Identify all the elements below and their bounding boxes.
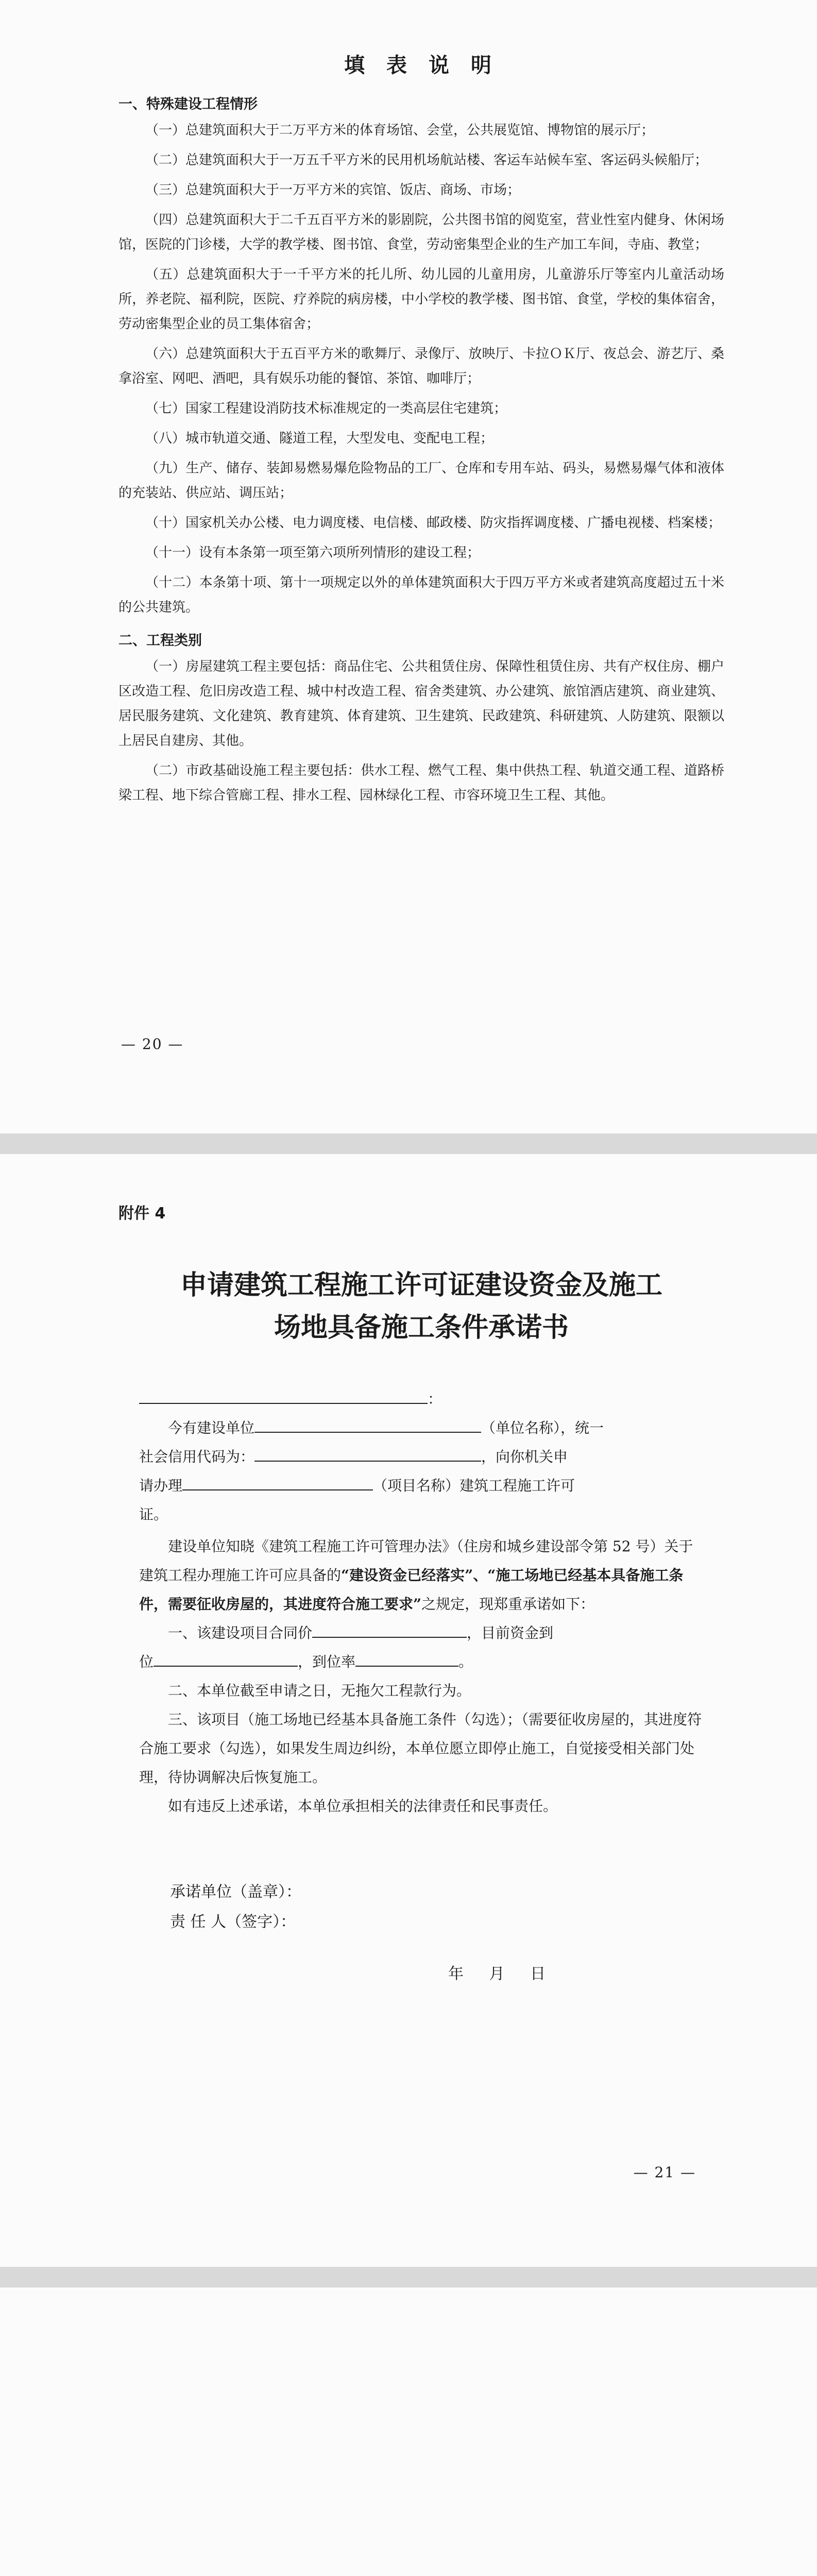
paragraph-site-condition: 三、该项目（施工场地已经基本具备施工条件（勾选）；（需要征收房屋的，其进度符合施工要求（勾选），如果发生周边纠纷，本单位愿立即停止施工，自觉接受相关部门处理，待协调解决后恢复施工。 (139, 1711, 702, 1786)
list-item: （五）总建筑面积大于一千平方米的托儿所、幼儿园的儿童用房，儿童游乐厅等室内儿童活动场所，养老院、福利院，医院、疗养院的病房楼，中小学校的教学楼、图书馆、食堂，学校的集体宿舍，劳动密集型企业的员工集体宿舍； (118, 267, 724, 332)
unit-name-blank[interactable] (254, 1416, 481, 1433)
rate-blank[interactable] (355, 1650, 458, 1667)
list-item: （七）国家工程建设消防技术标准规定的一类高层住宅建筑； (145, 401, 507, 416)
commitment-title-line: 申请建筑工程施工许可证建设资金及施工 (180, 1270, 662, 1301)
page-21 (0, 1154, 817, 2267)
text: ，到位率 (298, 1653, 356, 1670)
paragraph-no-arrears: 二、本单位截至申请之日，无拖欠工程款行为。 (168, 1682, 471, 1699)
commitment-title (118, 1264, 724, 1349)
paragraph-applicant (139, 1414, 704, 1443)
attachment-label: 附件 4 (118, 1205, 166, 1223)
list-item: （二）市政基础设施工程主要包括：供水工程、燃气工程、集中供热工程、轨道交通工程、道路桥梁工程、地下综合管廊工程、排水工程、园林绿化工程、市容环境卫生工程、其他。 (118, 763, 724, 803)
addressee-blank[interactable] (139, 1387, 428, 1404)
list-item: （二）总建筑面积大于一万五千平方米的民用机场航站楼、客运车站候车室、客运码头候船厅； (145, 152, 708, 168)
special-cases-list (118, 118, 724, 620)
paragraph-contract-price (139, 1619, 704, 1648)
list-item: （一）总建筑面积大于二万平方米的体育场馆、会堂，公共展览馆、博物馆的展示厅； (145, 123, 655, 138)
sign-unit: 承诺单位（盖章）： (170, 1883, 301, 1901)
list-item: （十）国家机关办公楼、电力调度楼、电信楼、邮政楼、防灾指挥调度楼、广播电视楼、档案楼； (145, 515, 722, 531)
text: 。 (458, 1653, 473, 1670)
funds-blank[interactable] (154, 1650, 298, 1667)
category-list (118, 654, 724, 808)
page-number: — 21 — (633, 2164, 696, 2181)
list-item: （三）总建筑面积大于一万平方米的宾馆、饭店、商场、市场； (145, 182, 521, 198)
text: ，向你机关申 (481, 1448, 568, 1465)
section-heading-category: 二、工程类别 (118, 633, 202, 649)
text: ，目前资金到 (467, 1624, 554, 1641)
emphasis-text: “建设资金已经落实”、“施工场地已经基本具备施工条件，需要征收房屋的，其进度符合施工要求” (139, 1567, 684, 1613)
paragraph-end: 证。 (139, 1506, 168, 1523)
commitment-title-line: 场地具备施工条件承诺书 (274, 1312, 569, 1343)
text: （项目名称）建筑工程施工许可 (373, 1477, 575, 1494)
list-item: （六）总建筑面积大于五百平方米的歌舞厅、录像厅、放映厅、卡拉ＯＫ厅、夜总会、游艺厅、桑拿浴室、网吧、酒吧，具有娱乐功能的餐馆、茶馆、咖啡厅； (118, 346, 724, 386)
text: 之规定，现郑重承诺如下： (421, 1596, 595, 1613)
text: 今有建设单位 (168, 1419, 255, 1436)
text: 一、该建设项目合同价 (168, 1624, 313, 1641)
text: 位 (139, 1653, 154, 1670)
paragraph-liability: 如有违反上述承诺，本单位承担相关的法律责任和民事责任。 (168, 1798, 558, 1815)
paragraph-project (139, 1471, 704, 1500)
text: （单位名称），统一 (481, 1419, 604, 1436)
section-heading-special: 一、特殊建设工程情形 (118, 96, 258, 112)
paragraph-legal-basis (139, 1532, 704, 1619)
commitment-body (118, 1385, 724, 1984)
credit-code-blank[interactable] (254, 1445, 481, 1462)
list-item: （四）总建筑面积大于二千五百平方米的影剧院，公共图书馆的阅览室，营业性室内健身、休闲场馆，医院的门诊楼，大学的教学楼、图书馆、食堂，劳动密集型企业的生产加工车间，寺庙、教堂； (118, 212, 724, 252)
list-item: （一）房屋建筑工程主要包括：商品住宅、公共租赁住房、保障性租赁住房、共有产权住房、棚户区改造工程、危旧房改造工程、城中村改造工程、宿舍类建筑、办公建筑、旅馆酒店建筑、商业建筑、居民服务建筑、文化建筑、教育建筑、体育建筑、卫生建筑、民政建筑、科研建筑、人防建筑、限额以上居民自建房、其他。 (118, 659, 724, 749)
page-22 (0, 2287, 817, 2576)
colon: ： (428, 1391, 442, 1408)
project-name-blank[interactable] (182, 1474, 373, 1490)
list-item: （八）城市轨道交通、隧道工程，大型发电、变配电工程； (145, 431, 494, 446)
page-number: — 20 — (121, 1036, 184, 1053)
paragraph-credit-code (139, 1443, 704, 1471)
paragraph-funds (139, 1648, 704, 1676)
text: 请办理 (139, 1477, 183, 1494)
list-item: （十二）本条第十项、第十一项规定以外的单体建筑面积大于四万平方米或者建筑高度超过五十米的公共建筑。 (118, 575, 724, 615)
text: 社会信用代码为： (139, 1448, 255, 1465)
list-item: （九）生产、储存、装卸易燃易爆危险物品的工厂、仓库和专用车站、码头，易燃易爆气体和液体的充装站、供应站、调压站； (118, 461, 724, 501)
page-title: 填 表 说 明 (344, 53, 499, 77)
text: 建设单位知晓《建筑工程施工许可管理办法》（住房和城乡建设部令第 52 号）关于建筑工程办理施工许可应具备的 (139, 1538, 693, 1584)
addressee-line (139, 1385, 704, 1414)
contract-price-blank[interactable] (312, 1621, 467, 1638)
page-20 (0, 0, 817, 1133)
list-item: （十一）设有本条第一项至第六项所列情形的建设工程； (145, 545, 481, 561)
sign-date: 年 月 日 (448, 1965, 546, 1983)
sign-person: 责 任 人（签字）： (170, 1913, 296, 1931)
